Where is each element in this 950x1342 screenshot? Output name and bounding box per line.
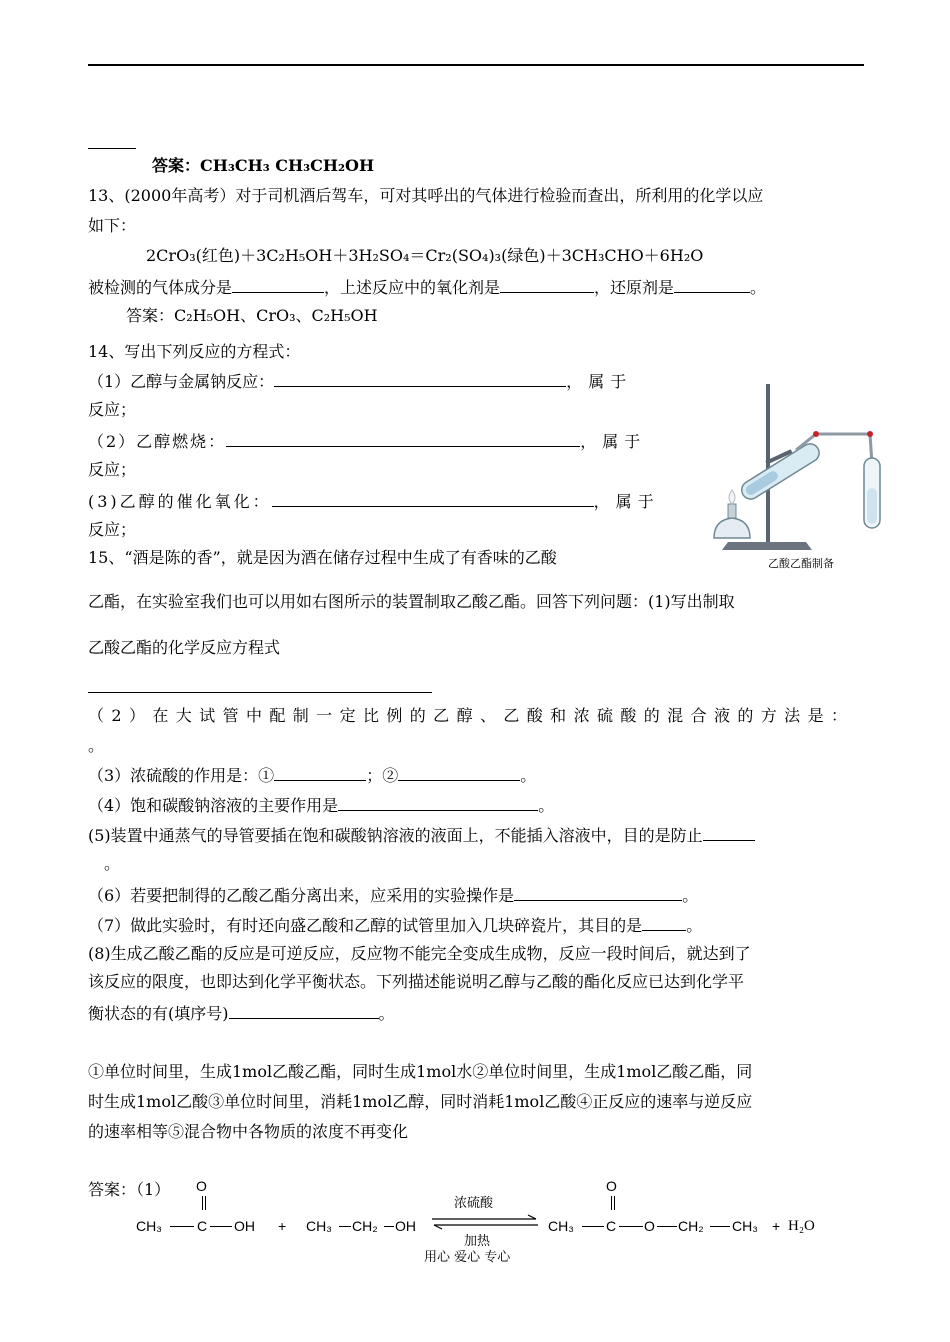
ester-c: C bbox=[606, 1218, 617, 1234]
blank-q14-1[interactable] bbox=[274, 370, 566, 387]
q15-p3: （3）浓硫酸的作用是：① ；② 。 bbox=[88, 766, 537, 785]
q15-p5-end: 。 bbox=[104, 854, 121, 873]
blank-q15-3b[interactable] bbox=[398, 764, 520, 781]
condition-bottom: 加热 bbox=[464, 1234, 491, 1249]
q14-reaction2: 反应； bbox=[88, 460, 137, 479]
q14-item3: (3)乙醇的催化氧化： ，属于 bbox=[88, 492, 660, 511]
blank-gas[interactable] bbox=[232, 276, 324, 293]
q13-line1: 13、(2000年高考）对于司机酒后驾车，可对其呼出的气体进行检验而查出，所利用的化学以应 bbox=[88, 186, 764, 205]
sodium-carbonate-solution bbox=[867, 488, 877, 524]
ester-ch3: CH₃ bbox=[548, 1218, 574, 1234]
tube-joint-2 bbox=[867, 431, 873, 437]
bond-ester-1 bbox=[582, 1226, 604, 1227]
figure-caption: 乙酸乙酯制备 bbox=[768, 557, 834, 570]
bond-ch3-c bbox=[170, 1226, 194, 1227]
q15-p7: （7）做此实验时，有时还向盛乙酸和乙醇的试管里加入几块碎瓷片，其目的是 。 bbox=[88, 916, 703, 935]
double-bond-2a bbox=[611, 1196, 613, 1210]
reaction-test-tube bbox=[738, 440, 822, 502]
ester-carbonyl-o: O bbox=[606, 1178, 617, 1194]
blank-q15-7[interactable] bbox=[642, 914, 686, 931]
double-bond-1b bbox=[205, 1196, 207, 1210]
q15-options-line3: 的速率相等⑤混合物中各物质的浓度不再变化 bbox=[88, 1122, 409, 1141]
q15-p2: （2）在大试管中配制一定比例的乙醇、乙酸和浓硫酸的混合液的方法是： bbox=[88, 706, 855, 725]
q13-answer: 答案：C₂H₅OH、CrO₃、C₂H₅OH bbox=[126, 306, 378, 325]
q14-item2: （2）乙醇燃烧： ，属于 bbox=[88, 432, 647, 451]
blank-q15-5[interactable] bbox=[703, 824, 755, 841]
tube-joint bbox=[813, 431, 819, 437]
blank-q15-8[interactable] bbox=[229, 1002, 379, 1019]
q15-options-line2: 时生成1mol乙酸③单位时间里，消耗1mol乙醇，同时消耗1mol乙酸④正反应的速率与逆反应 bbox=[88, 1092, 753, 1111]
q15-options-line1: ①单位时间里，生成1mol乙酸乙酯，同时生成1mol水②单位时间里，生成1mol乙酸乙酯，同 bbox=[88, 1062, 753, 1081]
q15-p4: （4）饱和碳酸钠溶液的主要作用是 。 bbox=[88, 796, 555, 815]
q15-equation-blank[interactable] bbox=[88, 676, 432, 698]
q15-line2: 乙酯，在实验室我们也可以用如右图所示的装置制取乙酸乙酯。回答下列问题：(1)写出制取 bbox=[88, 592, 735, 611]
bond-ester-3 bbox=[657, 1226, 677, 1227]
ester-o: O bbox=[644, 1218, 655, 1234]
acetic-acid-c: C bbox=[197, 1218, 208, 1234]
stand-base bbox=[722, 542, 812, 550]
q13-line2: 如下： bbox=[88, 216, 137, 235]
plus-sign-1: + bbox=[278, 1218, 287, 1234]
lamp-wick-holder bbox=[728, 504, 736, 518]
answer15-label: 答案：（1） bbox=[88, 1180, 171, 1199]
previous-blank bbox=[88, 132, 136, 154]
bond-ethanol-1 bbox=[339, 1226, 351, 1227]
condition-top: 浓硫酸 bbox=[454, 1196, 494, 1211]
blank-q14-3[interactable] bbox=[272, 490, 594, 507]
lamp-flame bbox=[729, 490, 735, 504]
q14-title: 14、写出下列反应的方程式： bbox=[88, 342, 301, 361]
q15-p2-end: 。 bbox=[88, 736, 105, 755]
bond-ester-4 bbox=[710, 1226, 730, 1227]
reversible-arrow bbox=[430, 1214, 540, 1230]
q15-p8-line2: 该反应的限度，也即达到化学平衡状态。下列描述能说明乙醇与乙酸的酯化反应已达到化学平 bbox=[88, 972, 745, 991]
bond-ester-2 bbox=[619, 1226, 643, 1227]
bond-ethanol-2 bbox=[384, 1226, 394, 1227]
ethyl-acetate-apparatus-figure bbox=[708, 378, 898, 573]
q13-equation: 2CrO₃(红色)＋3C₂H₅OH＋3H₂SO₄＝Cr₂(SO₄)₃(绿色)＋3CH₃CHO＋6H₂O bbox=[146, 246, 704, 265]
ethanol-oh: OH bbox=[395, 1218, 416, 1234]
q13-question: 被检测的气体成分是 ，上述反应中的氧化剂是 ，还原剂是 。 bbox=[88, 278, 767, 297]
q12-answer: 答案：CH₃CH₃ CH₃CH₂OH bbox=[152, 156, 375, 175]
q15-line3: 乙酸乙酯的化学反应方程式 bbox=[88, 638, 281, 657]
double-bond-2b bbox=[614, 1196, 616, 1210]
q15-p5: (5)装置中通蒸气的导管要插在饱和碳酸钠溶液的液面上，不能插入溶液中，目的是防止 bbox=[88, 824, 755, 846]
q15-p6: （6）若要把制得的乙酸乙酯分离出来，应采用的实验操作是 。 bbox=[88, 886, 699, 905]
blank-q15-3a[interactable] bbox=[274, 764, 366, 781]
q15-p8-line3: 衡状态的有(填序号) 。 bbox=[88, 1004, 395, 1023]
blank-q15-6[interactable] bbox=[514, 884, 682, 901]
water: H₂O bbox=[788, 1218, 815, 1234]
page-top-rule bbox=[88, 64, 864, 66]
plus-sign-2: + bbox=[772, 1218, 781, 1234]
blank-q15-4[interactable] bbox=[338, 794, 538, 811]
double-bond-1a bbox=[202, 1196, 204, 1210]
ester-ch2: CH₂ bbox=[678, 1218, 704, 1234]
blank-oxidant[interactable] bbox=[500, 276, 594, 293]
blank-q14-2[interactable] bbox=[226, 430, 580, 447]
q14-reaction1: 反应； bbox=[88, 400, 137, 419]
acetic-acid-oh: OH bbox=[234, 1218, 255, 1234]
bond-c-oh bbox=[210, 1226, 232, 1227]
blank-reductant[interactable] bbox=[674, 276, 750, 293]
ester-ch3-end: CH₃ bbox=[732, 1218, 758, 1234]
acetic-acid-ch3: CH₃ bbox=[136, 1218, 162, 1234]
ethanol-ch2: CH₂ bbox=[352, 1218, 378, 1234]
q14-item1: （1）乙醇与金属钠反应： ，属于 bbox=[88, 372, 633, 391]
alcohol-lamp bbox=[714, 518, 750, 538]
q15-line1: 15、“酒是陈的香”，就是因为酒在储存过程中生成了有香味的乙酸 bbox=[88, 548, 557, 567]
ethanol-ch3: CH₃ bbox=[306, 1218, 332, 1234]
acetic-acid-carbonyl-o: O bbox=[196, 1178, 207, 1194]
q14-reaction3: 反应； bbox=[88, 520, 137, 539]
page-footer: 用心 爱心 专心 bbox=[424, 1250, 511, 1265]
q15-p8-line1: (8)生成乙酸乙酯的反应是可逆反应，反应物不能完全变成生成物，反应一段时间后，就达到了 bbox=[88, 944, 751, 963]
